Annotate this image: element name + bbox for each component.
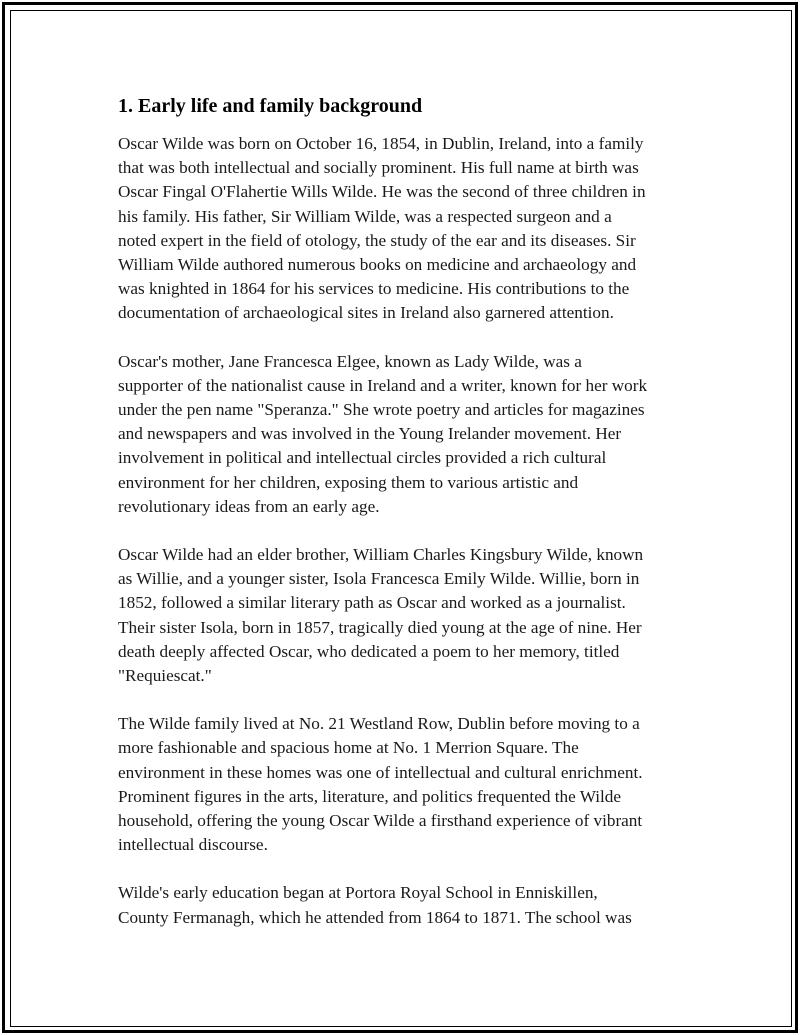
- text-line: household, offering the young Oscar Wilde a firsthand experience of vibrant: [118, 811, 643, 831]
- paragraph-5: [118, 881, 698, 929]
- text-line: Wilde's early education began at Portora Royal School in Enniskillen,: [118, 883, 598, 903]
- text-line: as Willie, and a younger sister, Isola Francesca Emily Wilde. Willie, born in: [118, 569, 640, 589]
- text-line: involvement in political and intellectual circles provided a rich cultural: [118, 448, 607, 468]
- text-line: revolutionary ideas from an early age.: [118, 496, 380, 516]
- paragraph-4: [118, 712, 698, 857]
- text-line: his family. His father, Sir William Wilde, was a respected surgeon and a: [118, 206, 612, 226]
- text-line: environment for her children, exposing them to various artistic and: [118, 472, 579, 492]
- text-line: and newspapers and was involved in the Young Irelander movement. Her: [118, 424, 622, 444]
- text-line: death deeply affected Oscar, who dedicated a poem to her memory, titled: [118, 641, 620, 661]
- text-line: environment in these homes was one of intellectual and cultural enrichment.: [118, 762, 643, 782]
- text-line: under the pen name "Speranza." She wrote poetry and articles for magazines: [118, 400, 645, 420]
- text-line: Oscar's mother, Jane Francesca Elgee, known as Lady Wilde, was a: [118, 351, 582, 371]
- text-line: County Fermanagh, which he attended from 1864 to 1871. The school was: [118, 907, 632, 927]
- document-body: [118, 93, 698, 954]
- text-line: documentation of archaeological sites in Ireland also garnered attention.: [118, 303, 614, 323]
- text-line: noted expert in the field of otology, the study of the ear and its diseases. Sir: [118, 230, 636, 250]
- text-line: Prominent figures in the arts, literature, and politics frequented the Wilde: [118, 786, 622, 806]
- paragraph-1: [118, 132, 698, 326]
- section-heading: 1. Early life and family background: [118, 95, 423, 117]
- paragraph-2: [118, 350, 698, 519]
- text-line: supporter of the nationalist cause in Ireland and a writer, known for her work: [118, 375, 648, 395]
- text-line: "Requiescat.": [118, 666, 212, 686]
- text-line: intellectual discourse.: [118, 835, 268, 855]
- text-line: 1852, followed a similar literary path as Oscar and worked as a journalist.: [118, 593, 626, 613]
- text-line: Oscar Wilde was born on October 16, 1854, in Dublin, Ireland, into a family: [118, 134, 644, 153]
- text-line: The Wilde family lived at No. 21 Westland Row, Dublin before moving to a: [118, 714, 640, 734]
- text-line: Oscar Fingal O'Flahertie Wills Wilde. He was the second of three children in: [118, 182, 646, 202]
- text-line: was knighted in 1864 for his services to medicine. His contributions to the: [118, 279, 630, 299]
- text-line: that was both intellectual and socially prominent. His full name at birth was: [118, 158, 639, 178]
- paragraph-3: [118, 543, 698, 688]
- text-line: Oscar Wilde had an elder brother, William Charles Kingsbury Wilde, known: [118, 545, 644, 565]
- text-line: more fashionable and spacious home at No. 1 Merrion Square. The: [118, 738, 579, 758]
- text-line: William Wilde authored numerous books on medicine and archaeology and: [118, 255, 637, 275]
- text-line: Their sister Isola, born in 1857, tragically died young at the age of nine. Her: [118, 617, 642, 637]
